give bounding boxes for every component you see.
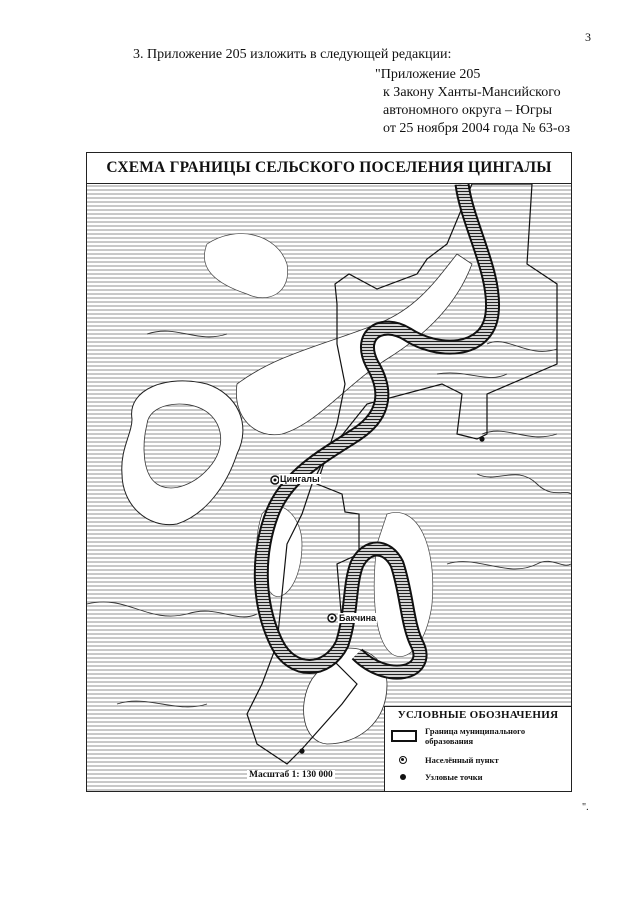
legend-boundary-symbol xyxy=(391,730,417,742)
settlement-tsingaly xyxy=(271,476,279,484)
legend-node-label: Узловые точки xyxy=(425,772,483,782)
map-scale: Масштаб 1: 130 000 xyxy=(249,770,333,780)
place-label-tsingaly: Цингалы xyxy=(280,474,320,484)
closing-quote-mark: ". xyxy=(582,802,589,813)
appendix-header xyxy=(375,66,570,138)
appendix-line-1: "Приложение 205 xyxy=(375,67,481,82)
node-point xyxy=(299,748,304,753)
legend-settlement-symbol xyxy=(399,756,407,764)
settlement-bakchina xyxy=(328,614,336,622)
legend-boundary-label: Граница муниципального образования xyxy=(425,726,526,746)
appendix-line-2: к Закону Ханты-Мансийского xyxy=(383,85,561,100)
instruction-text: 3. Приложение 205 изложить в следующей редакции: xyxy=(133,47,452,62)
node-point xyxy=(479,436,484,441)
page-number: 3 xyxy=(585,30,591,44)
appendix-line-3: автономного округа – Югры xyxy=(383,103,552,118)
map-frame xyxy=(86,152,572,792)
legend-settlement-label: Населённый пункт xyxy=(425,755,499,765)
map-title: СХЕМА ГРАНИЦЫ СЕЛЬСКОГО ПОСЕЛЕНИЯ ЦИНГАЛЫ xyxy=(87,153,571,184)
appendix-line-4: от 25 ноября 2004 года № 63-оз xyxy=(383,121,571,136)
place-label-bakchina: Бакчина xyxy=(339,613,377,623)
map-legend xyxy=(384,706,571,791)
legend-title: УСЛОВНЫЕ ОБОЗНАЧЕНИЯ xyxy=(397,709,559,721)
map-drawing xyxy=(87,184,571,792)
legend-node-symbol xyxy=(400,774,406,780)
